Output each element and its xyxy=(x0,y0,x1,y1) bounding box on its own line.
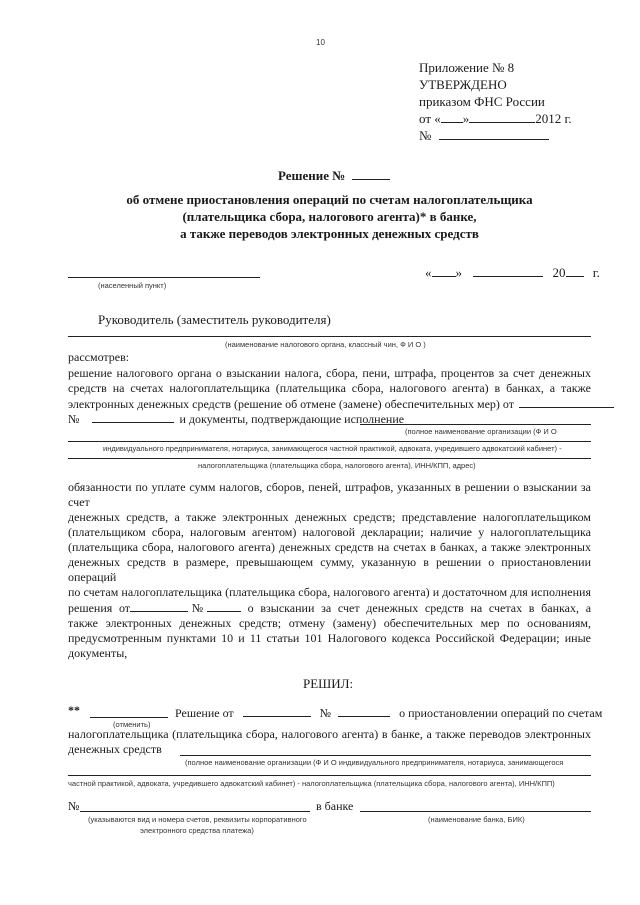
annex-no-label: № xyxy=(419,128,432,143)
decided-decision-from: Решение от xyxy=(175,706,234,720)
considered-no-label: № xyxy=(68,412,80,426)
date-year-suffix: г. xyxy=(592,265,600,280)
considered-label: рассмотрев: xyxy=(68,350,130,364)
bank-caption: (наименование банка, БИК) xyxy=(428,815,525,824)
considered-line-b xyxy=(68,458,591,459)
title-line-4: а также переводов электронных денежных средств xyxy=(180,226,479,241)
decided-line-2: налогоплательщика (плательщика сбора, налогового агента) в банке, а также переводов электронных xyxy=(68,727,591,741)
obligations-line-3: (плательщиком сбора, налоговым агентом) налоговой декларации; наличие у налогоплательщика xyxy=(68,525,591,539)
decided-stars: ** xyxy=(68,703,80,717)
title-line-3: (плательщика сбора, налогового агента)* в банке, xyxy=(182,209,477,224)
decided-heading: РЕШИЛ: xyxy=(303,676,354,691)
considered-caption-1: (полное наименование организации (Ф И О xyxy=(405,427,557,436)
in-bank-label: в банке xyxy=(316,799,354,813)
cancel-line xyxy=(90,717,168,718)
considered-line-3-text: электронных денежных средств (решение об отмене (замене) обеспечительных мер) от xyxy=(68,397,514,411)
annex-date-mid: » xyxy=(462,111,470,126)
annex-approved: УТВЕРЖДЕНО xyxy=(419,77,507,92)
decided-tail: о приостановлении операций по счетам xyxy=(399,706,603,720)
decided-no: № xyxy=(319,706,332,720)
obligations-no: № xyxy=(188,601,207,615)
obligations-line-5: денежных средств в размере, превышающем сумму, указанную в решении о приостановлении операций xyxy=(68,555,591,584)
considered-line-1: решение налогового органа о взыскании налога, сбора, пени, штрафа, процентов за счет денежных xyxy=(68,366,591,380)
considered-no-blank xyxy=(92,411,174,423)
title-decision-blank xyxy=(352,168,390,180)
decided-line-3: денежных средств xyxy=(68,742,162,756)
date-close-quote: » xyxy=(455,265,462,280)
account-caption-1: (указываются вид и номера счетов, реквизиты корпоративного xyxy=(88,815,307,824)
head-line xyxy=(68,336,591,337)
date-day-blank xyxy=(432,265,456,277)
account-caption-2: электронного средства платежа) xyxy=(140,826,254,835)
annex-month-blank xyxy=(469,111,535,123)
place-line xyxy=(68,277,260,278)
account-line xyxy=(80,811,310,812)
considered-line-2: средств на счетах налогоплательщика (плательщика сбора, налогового агента) в банках, а также xyxy=(68,381,591,395)
considered-date-blank xyxy=(519,396,614,408)
date-year-prefix: 20 xyxy=(552,265,566,280)
head-caption: (наименование налогового органа, классный чин, Ф И О ) xyxy=(225,340,426,349)
considered-docs-text: и документы, подтверждающие исполнение xyxy=(179,412,405,426)
title-decision xyxy=(278,168,390,184)
date-open-quote: « xyxy=(425,265,432,280)
obligations-line-10: документы, xyxy=(68,646,128,660)
decided-caption-2: частной практикой, адвоката, учредившего адвокатский кабинет) - налогоплательщика (плательщика сбора, налогового агента), ИНН/КПП) xyxy=(68,779,555,788)
obligations-line-4: (плательщика сбора, налогового агента) денежных средств на счетах в банках, а также электронных xyxy=(68,540,591,554)
considered-line-3 xyxy=(68,396,614,412)
annex-date xyxy=(419,111,572,127)
cancel-caption: (отменить) xyxy=(113,720,151,729)
annex-date-prefix: от « xyxy=(419,111,441,126)
bank-line xyxy=(360,811,591,812)
place-caption: (населенный пункт) xyxy=(98,281,167,290)
obligations-paragraph xyxy=(68,480,591,661)
obligations-line-9: предусмотренным пунктами 10 и 11 статьи 101 Налогового кодекса Российской Федерации; иные xyxy=(68,631,591,645)
considered-line-a xyxy=(68,441,591,442)
obligations-no-blank xyxy=(207,600,241,612)
considered-line-4 xyxy=(68,411,404,427)
annex-order: приказом ФНС России xyxy=(419,94,545,109)
annex-no xyxy=(419,128,549,144)
annex-year: 2012 г. xyxy=(535,111,572,126)
considered-org-line xyxy=(360,424,591,425)
obligations-decision-from: решения от xyxy=(68,601,131,615)
obligations-date-blank xyxy=(130,600,188,612)
place-date xyxy=(425,265,600,281)
obligations-line-7 xyxy=(68,600,591,616)
decided-line-1 xyxy=(175,705,602,721)
decided-no-blank xyxy=(338,705,390,717)
obligations-line-1: обязанности по уплате сумм налогов, сборов, пеней, штрафов, указанных в решении о взыскании за счет xyxy=(68,480,591,509)
date-month-blank xyxy=(473,265,543,277)
title-decision-label: Решение № xyxy=(278,168,346,183)
obligations-line-7-text: о взыскании за счет денежных средств на счетах в банках, а xyxy=(247,601,592,615)
decided-org-line-2 xyxy=(68,775,591,776)
page-number: 10 xyxy=(316,38,325,47)
annex-no-blank xyxy=(439,128,549,140)
date-year-blank xyxy=(566,265,584,277)
considered-paragraph xyxy=(68,366,591,396)
annex-number: Приложение № 8 xyxy=(419,60,515,75)
decided-org-line xyxy=(180,755,591,756)
considered-caption-2: индивидуального предпринимателя, нотариуса, занимающегося частной практикой, адвоката, учредившего адвокатский кабинет) - xyxy=(103,444,562,453)
obligations-line-6: по счетам налогоплательщика (плательщика сбора, налогового агента) и достаточном для исполнения xyxy=(68,585,591,599)
head-label: Руководитель (заместитель руководителя) xyxy=(98,312,331,327)
obligations-line-8: также электронных денежных средств; отмену (замену) обеспечительных мер по основаниям, xyxy=(68,616,591,630)
decided-date-blank xyxy=(243,705,311,717)
account-no-label: № xyxy=(68,799,80,813)
considered-caption-3: налогоплательщика (плательщика сбора, налогового агента), ИНН/КПП, адрес) xyxy=(198,461,476,470)
obligations-line-2: денежных средств, а также электронных денежных средств; представление налогоплательщиком xyxy=(68,510,591,524)
title-line-2: об отмене приостановления операций по счетам налогоплательщика xyxy=(126,192,533,207)
annex-day-blank xyxy=(441,111,463,123)
decided-caption-1: (полное наименование организации (Ф И О индивидуального предпринимателя, нотариуса, занимающегося xyxy=(185,758,564,767)
